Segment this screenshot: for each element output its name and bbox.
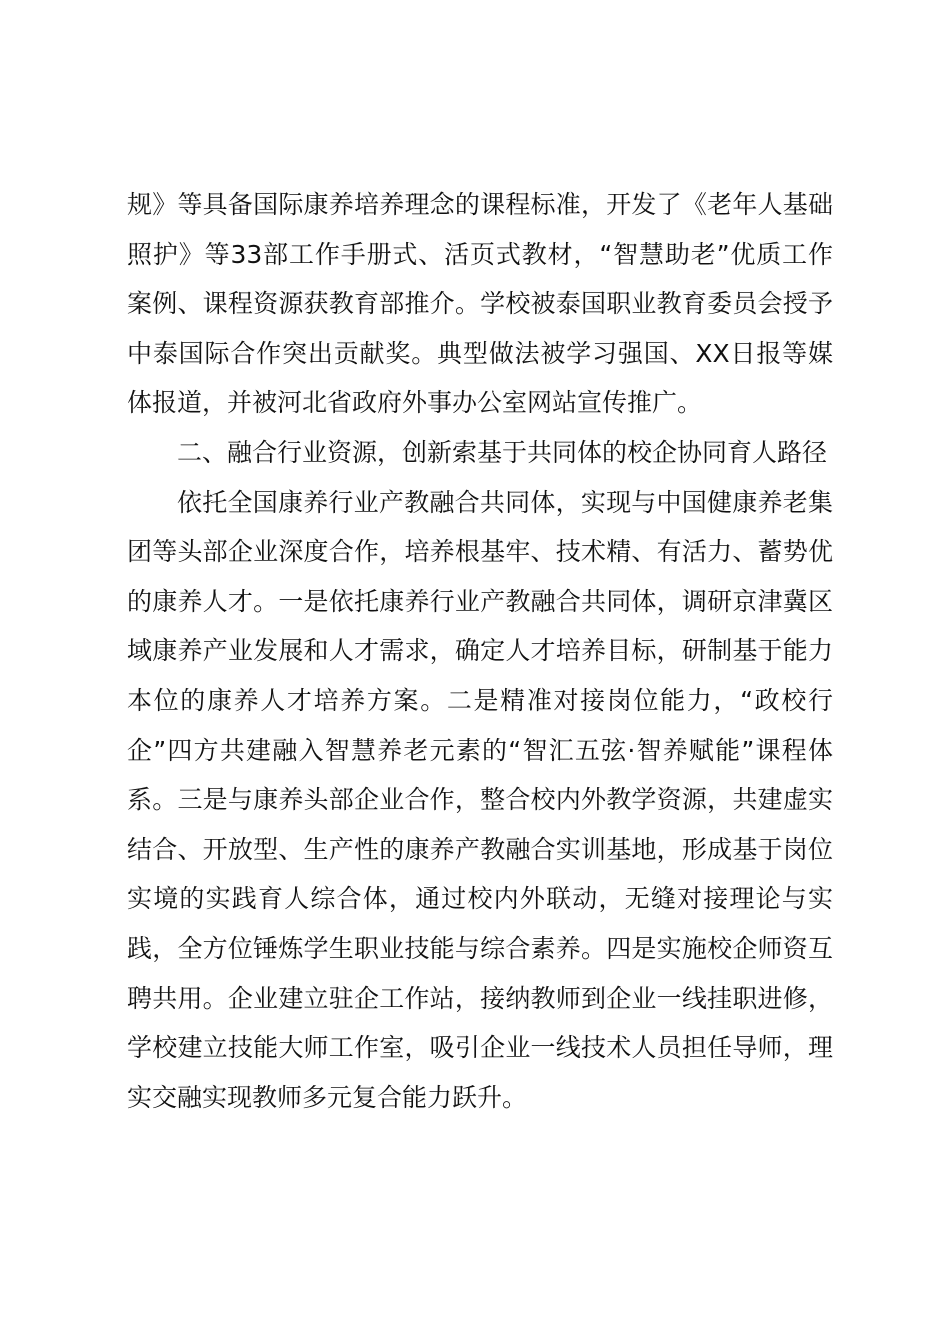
paragraph-continuation: 规》等具备国际康养培养理念的课程标准，开发了《老年人基础照护》等33部工作手册式、活页式教材，“智慧助老”优质工作案例、课程资源获教育部推介。学校被泰国职业教育委员会授予中泰国际合作突出贡献奖。典型做法被学习强国、XX日报等媒体报道，并被河北省政府外事办公室网站宣传推广。 [127, 190, 833, 418]
section-heading: 二、融合行业资源，创新索基于共同体的校企协同育人路径 [177, 437, 828, 467]
document-body [127, 180, 833, 1122]
paragraph-body: 依托全国康养行业产教融合共同体，实现与中国健康养老集团等头部企业深度合作，培养根基牢、技术精、有活力、蓄势优的康养人才。一是依托康养行业产教融合共同体，调研京津冀区域康养产业发展和人才需求，确定人才培养目标，研制基于能力本位的康养人才培养方案。二是精准对接岗位能力，“政校行企”四方共建融入智慧养老元素的“智汇五弦·智养赋能”课程体系。三是与康养头部企业合作，整合校内外教学资源，共建虚实结合、开放型、生产性的康养产教融合实训基地，形成基于岗位实境的实践育人综合体，通过校内外联动，无缝对接理论与实践，全方位锤炼学生职业技能与综合素养。四是实施校企师资互聘共用。企业建立驻企工作站，接纳教师到企业一线挂职进修，学校建立技能大师工作室，吸引企业一线技术人员担任导师，理实交融实现教师多元复合能力跃升。 [127, 487, 833, 1112]
